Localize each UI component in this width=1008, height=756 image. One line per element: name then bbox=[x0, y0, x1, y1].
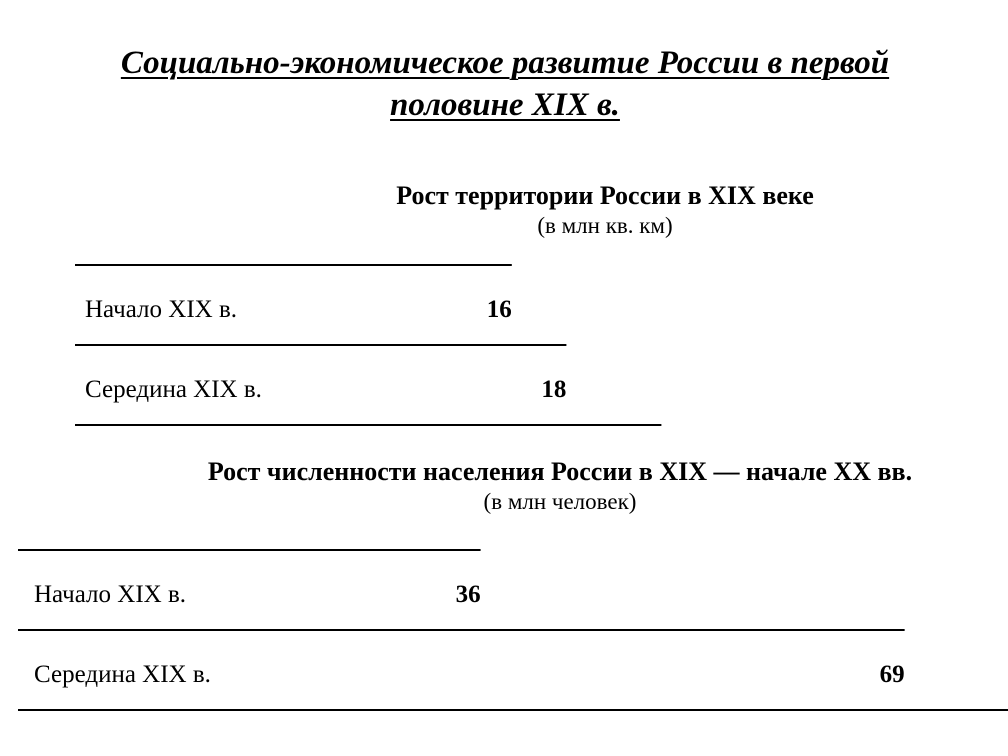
territory-chart-subtitle: (в млн кв. км) bbox=[537, 213, 673, 238]
population-value-label-0: 36 bbox=[455, 581, 481, 608]
population-value-label-1: 69 bbox=[879, 661, 905, 688]
population-chart bbox=[0, 535, 1008, 735]
population-chart-subtitle: (в млн человек) bbox=[483, 489, 637, 514]
territory-value-label-0: 16 bbox=[486, 296, 512, 323]
population-category-label-1: Середина XIX в. bbox=[34, 661, 211, 688]
page-title: Социально-экономическое развитие России в первой половине XIX в. bbox=[120, 45, 890, 123]
territory-chart-title: Рост территории России в XIX веке bbox=[396, 181, 814, 210]
population-chart-title: Рост численности населения России в XIX — начале XX вв. bbox=[207, 457, 913, 486]
territory-value-label-1: 18 bbox=[541, 376, 567, 403]
territory-category-label-1: Середина XIX в. bbox=[85, 376, 262, 403]
territory-chart bbox=[0, 250, 1008, 450]
population-category-label-0: Начало XIX в. bbox=[34, 581, 187, 608]
territory-category-label-0: Начало XIX в. bbox=[85, 296, 238, 323]
